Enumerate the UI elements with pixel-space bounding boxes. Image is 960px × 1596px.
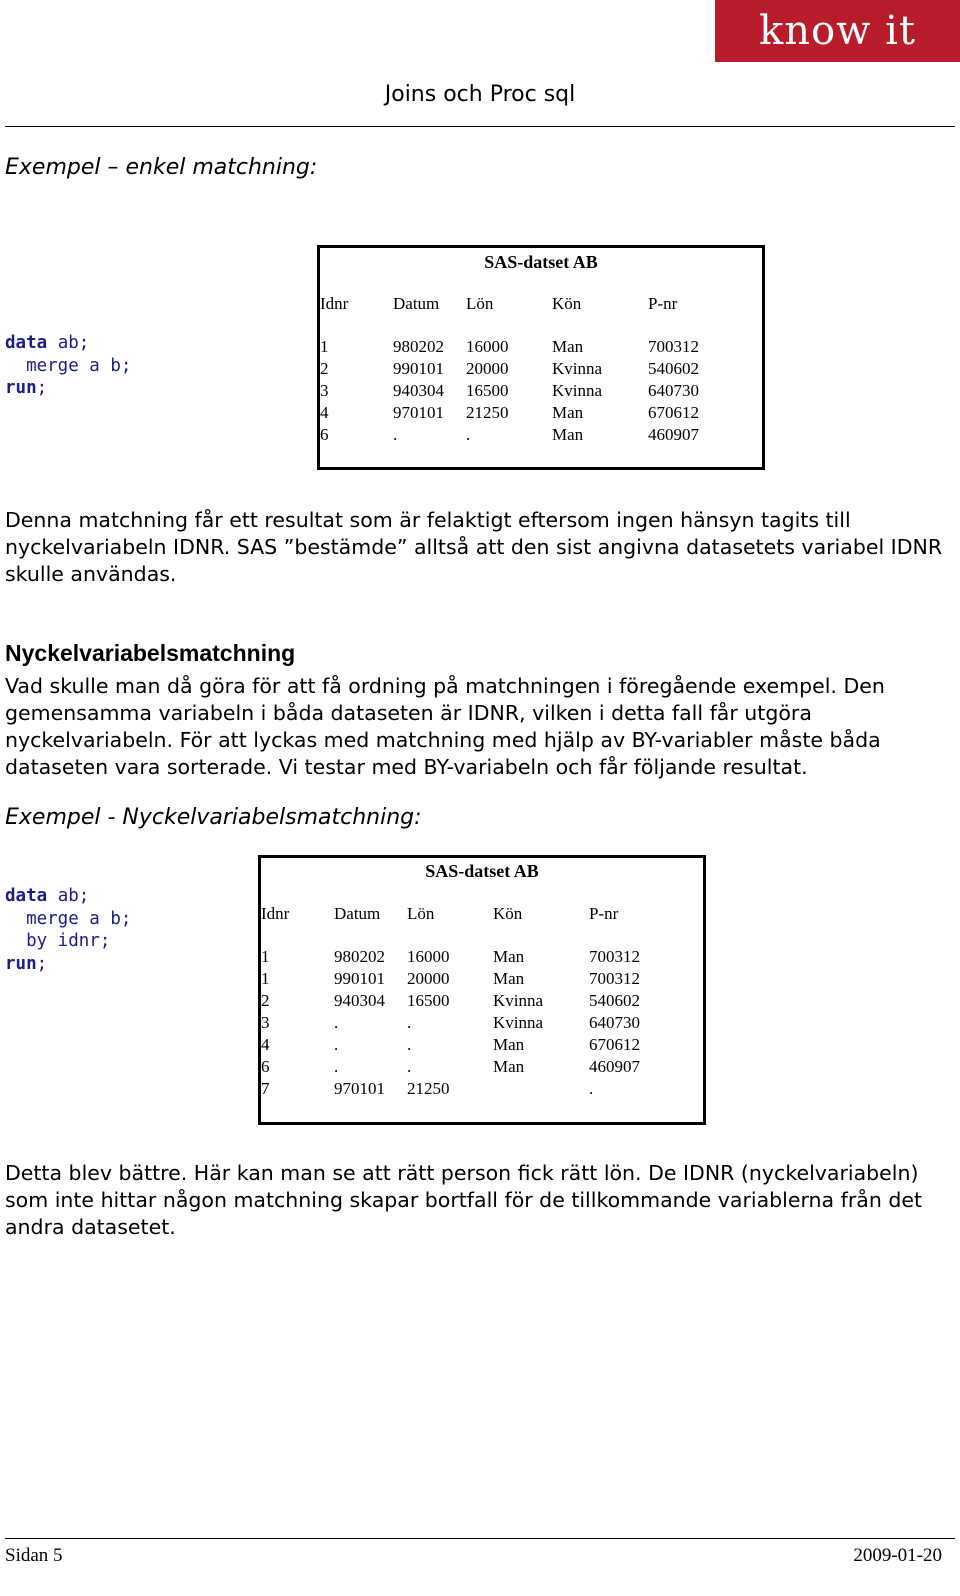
table-cell: 460907: [648, 425, 699, 444]
table-cell: 3: [261, 1013, 270, 1032]
code-keyword: data: [5, 886, 48, 906]
footer-page-number: Sidan 5: [5, 1545, 63, 1566]
table-cell: 540602: [589, 991, 640, 1010]
table-row: [261, 990, 669, 1012]
table-cell: .: [466, 425, 471, 444]
code-keyword: data: [5, 333, 48, 353]
table-cell: 4: [320, 403, 329, 422]
table-cell: 980202: [393, 337, 444, 356]
table-cell: 940304: [393, 381, 444, 400]
table-cell: 21250: [466, 403, 509, 422]
table-cell: 980202: [334, 947, 385, 966]
table-cell: Kvinna: [493, 991, 544, 1010]
table-cell: Man: [552, 425, 584, 444]
paragraph-conclusion: Detta blev bättre. Här kan man se att rätt person fick rätt lön. De IDNR (nyckelvariabeln) som inte hittar någon matchning skapar bortfall för de tillkommande variablerna från det andra datasetet.: [5, 1161, 922, 1239]
table-cell: 20000: [466, 359, 509, 378]
table-spacer-row: [261, 925, 669, 946]
table-cell: 640730: [648, 381, 699, 400]
table-cell: 1: [261, 969, 270, 988]
code-text: ;: [36, 378, 48, 398]
table-row: [320, 336, 728, 358]
table-cell: 2: [261, 991, 270, 1010]
table-row: [320, 402, 728, 424]
column-header: Kön: [552, 294, 582, 313]
code-block-key-matching: [5, 885, 131, 975]
sas-dataset-title: SAS-datset AB: [425, 861, 539, 881]
code-text: by idnr;: [5, 931, 111, 951]
table-cell: 640730: [589, 1013, 640, 1032]
table-row: [261, 1012, 669, 1034]
table-cell: 990101: [393, 359, 444, 378]
table-header-row: [261, 903, 669, 925]
column-header: Kön: [493, 904, 523, 923]
table-cell: 3: [320, 381, 329, 400]
table-cell: 540602: [648, 359, 699, 378]
table-cell: 460907: [589, 1057, 640, 1076]
table-row: [261, 946, 669, 968]
table-cell: 6: [320, 425, 329, 444]
code-text: ;: [36, 953, 48, 974]
paragraph-key-matching: Vad skulle man då göra för att få ordning på matchningen i föregående exempel. Den gemensamma variabeln i båda dataseten är IDNR, vilken i detta fall får utgöra nyckelvariabeln. För att lyckas med matchning med hjälp av BY-variabler måste båda dataseten vara sorterade. Vi testar med BY-variabeln och får följande resultat.: [5, 674, 885, 779]
table-cell: .: [407, 1035, 412, 1054]
table-row: [261, 968, 669, 990]
table-cell: .: [407, 1057, 412, 1076]
know-it-logo: know it: [715, 0, 960, 62]
table-cell: Man: [493, 1057, 525, 1076]
column-header: Datum: [393, 294, 440, 313]
table-row: [261, 1056, 669, 1078]
table-cell: 16000: [407, 947, 450, 966]
column-header: P-nr: [648, 294, 678, 313]
table-cell: Man: [552, 403, 584, 422]
page-header-title: Joins och Proc sql: [384, 82, 576, 107]
column-header: P-nr: [589, 904, 619, 923]
code-keyword: run: [5, 378, 37, 398]
table-cell: 6: [261, 1057, 270, 1076]
table-cell: 1: [320, 337, 329, 356]
table-cell: 16500: [407, 991, 450, 1010]
table-cell: .: [407, 1013, 412, 1032]
table-cell: .: [589, 1079, 594, 1098]
table-row: [320, 380, 728, 402]
code-keyword: run: [5, 953, 37, 974]
table-cell: 21250: [407, 1079, 450, 1098]
table-cell: 700312: [589, 969, 640, 988]
table-cell: .: [393, 425, 398, 444]
table-cell: Man: [493, 969, 525, 988]
table-cell: Kvinna: [552, 381, 603, 400]
footer-rule: [5, 1538, 955, 1539]
table-cell: 1: [261, 947, 270, 966]
table-header-row: [320, 293, 728, 315]
table-row: [261, 1034, 669, 1056]
code-text: merge a b;: [5, 908, 132, 929]
table-cell: 7: [261, 1079, 270, 1098]
table-cell: 990101: [334, 969, 385, 988]
table-cell: .: [334, 1057, 339, 1076]
table-row: [320, 358, 728, 380]
table-spacer-row: [320, 315, 728, 336]
table-cell: Kvinna: [493, 1013, 544, 1032]
code-block-simple: [5, 332, 131, 400]
table-cell: 4: [261, 1035, 270, 1054]
table-cell: 2: [320, 359, 329, 378]
code-text: ab;: [47, 886, 90, 906]
table-cell: 20000: [407, 969, 450, 988]
table-cell: .: [334, 1035, 339, 1054]
table-row: [261, 1078, 669, 1100]
sas-dataset-title: SAS-datset AB: [484, 252, 598, 272]
table-cell: Man: [493, 1035, 525, 1054]
table-cell: 700312: [589, 947, 640, 966]
table-cell: [493, 1078, 589, 1100]
column-header: Datum: [334, 904, 381, 923]
example-heading-key-matching: Exempel - Nyckelvariabelsmatchning:: [5, 805, 422, 830]
table-cell: Man: [493, 947, 525, 966]
table-cell: Kvinna: [552, 359, 603, 378]
sas-dataset-table-simple: [317, 245, 765, 470]
column-header: Idnr: [320, 294, 349, 313]
table-cell: .: [334, 1013, 339, 1032]
code-text: merge a b;: [5, 355, 132, 376]
table-cell: 970101: [393, 403, 444, 422]
table-cell: 16000: [466, 337, 509, 356]
table-cell: 670612: [648, 403, 699, 422]
example-heading-simple: Exempel – enkel matchning:: [5, 155, 318, 180]
paragraph-simple-result: Denna matchning får ett resultat som är felaktigt eftersom ingen hänsyn tagits till nyckelvariabeln IDNR. SAS ”bestämde” alltså att den sist angivna datasetets variabel IDNR skulle användas.: [5, 508, 943, 586]
table-cell: Man: [552, 337, 584, 356]
table-cell: 700312: [648, 337, 699, 356]
footer-date: 2009-01-20: [853, 1545, 942, 1566]
table-row: [320, 424, 728, 446]
column-header: Idnr: [261, 904, 290, 923]
code-text: ab;: [47, 333, 90, 353]
table-cell: 16500: [466, 381, 509, 400]
sas-dataset-table-key-matching: [258, 855, 706, 1125]
section-heading-key-matching: Nyckelvariabelsmatchning: [5, 640, 296, 666]
table-cell: 940304: [334, 991, 385, 1010]
column-header: Lön: [466, 294, 494, 313]
column-header: Lön: [407, 904, 435, 923]
table-cell: 670612: [589, 1035, 640, 1054]
table-cell: 970101: [334, 1079, 385, 1098]
header-rule: [5, 126, 955, 127]
